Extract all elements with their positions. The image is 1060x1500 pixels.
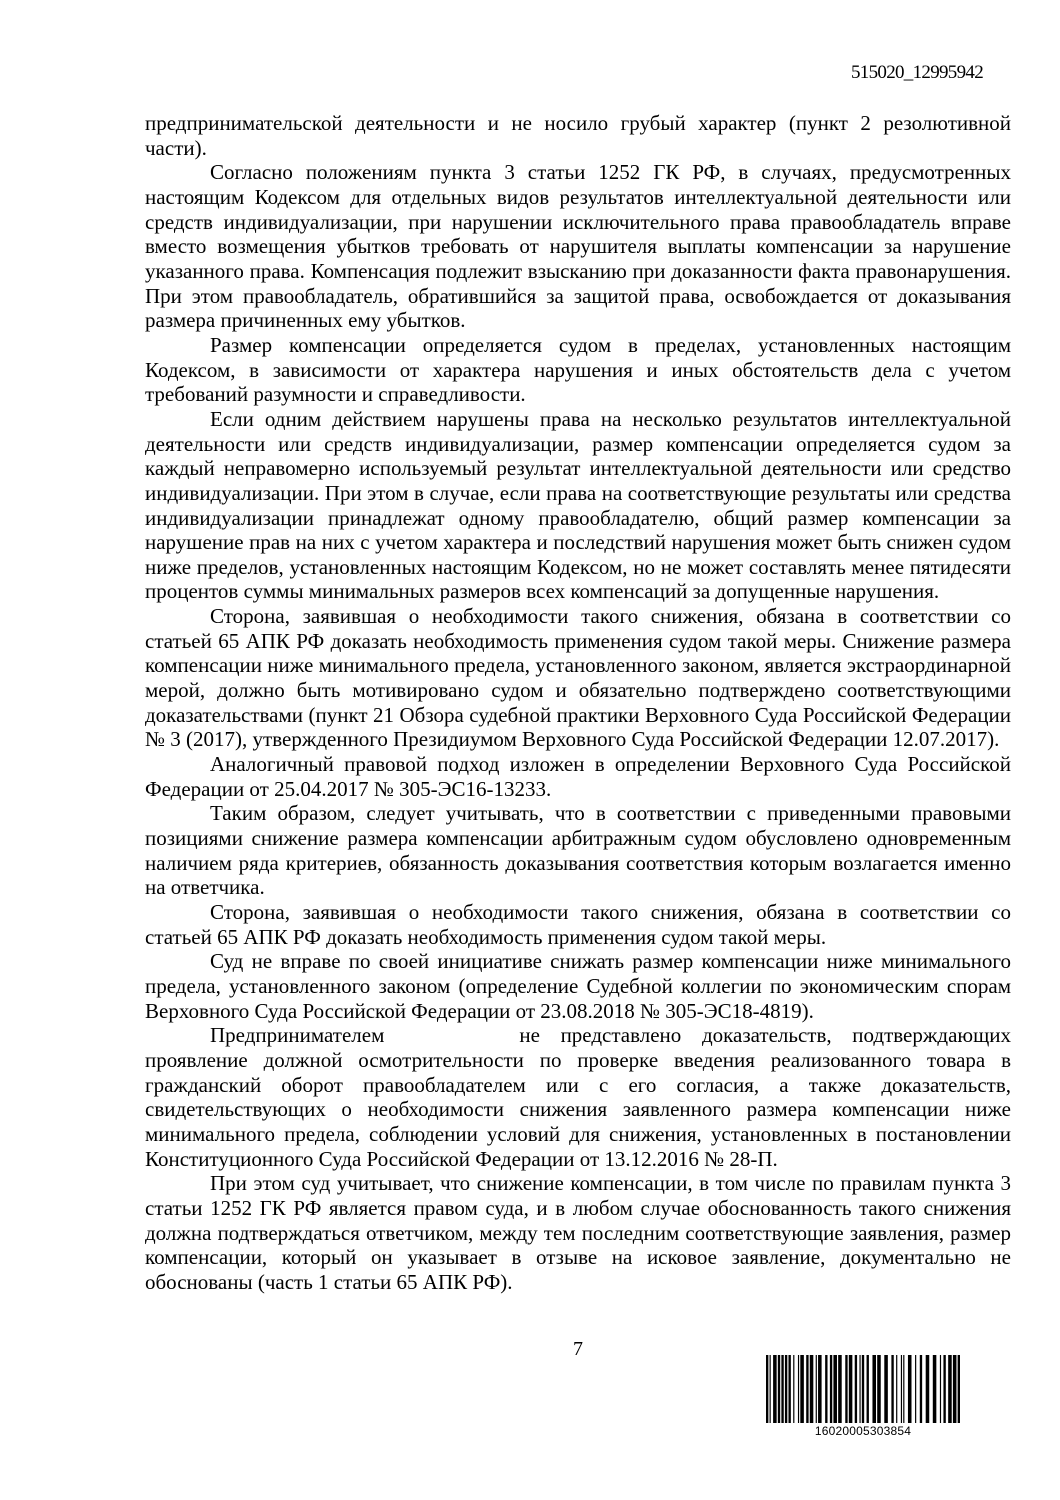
body-paragraph-8: Сторона, заявившая о необходимости такого снижения, обязана в соответствии со статьей 65 АПК РФ доказать необходимость применения судом такой меры. xyxy=(145,900,1011,949)
document-body xyxy=(145,111,1011,1295)
redaction-gap xyxy=(384,1041,519,1042)
body-paragraph-6: Аналогичный правовой подход изложен в определении Верховного Суда Российской Федерации от 25.04.2017 № 305-ЭС16-13233. xyxy=(145,752,1011,801)
barcode xyxy=(766,1355,960,1438)
body-paragraph-2: Согласно положениям пункта 3 статьи 1252 ГК РФ, в случаях, предусмотренных настоящим Кодексом для отдельных видов результатов интеллектуальной деятельности или средств индивидуализации, при нарушении исключительного права правообладатель вправе вместо возмещения убытков требовать от нарушителя выплаты компенсации за нарушение указанного права. Компенсация подлежит взысканию при доказанности факта правонарушения. При этом правообладатель, обратившийся за защитой права, освобождается от доказывания размера причиненных ему убытков. xyxy=(145,160,1011,333)
body-paragraph-5: Сторона, заявившая о необходимости такого снижения, обязана в соответствии со статьей 65 АПК РФ доказать необходимость применения судом такой меры. Снижение размера компенсации ниже минимального предела, установленного законом, является экстраординарной мерой, должно быть мотивировано судом и обязательно подтверждено соответствующими доказательствами (пункт 21 Обзора судебной практики Верховного Суда Российской Федерации № 3 (2017), утвержденного Президиумом Верховного Суда Российской Федерации 12.07.2017). xyxy=(145,604,1011,752)
barcode-bars-icon xyxy=(766,1355,960,1423)
paragraph-10-subject: Предпринимателем xyxy=(210,1023,385,1048)
body-paragraph-3: Размер компенсации определяется судом в пределах, установленных настоящим Кодексом, в зависимости от характера нарушения и иных обстоятельств дела с учетом требований разумности и справедливости. xyxy=(145,332,1011,407)
body-paragraph-1: предпринимательской деятельности и не носило грубый характер (пункт 2 резолютивной части). xyxy=(145,111,1011,160)
body-paragraph-10 xyxy=(145,1023,1011,1171)
barcode-number: 16020005303854 xyxy=(814,1424,912,1438)
paragraph-10-rest: не представлено доказательств, подтверждающих проявление должной осмотрительности по проверке введения реализованного товара в гражданский оборот правообладателем или с его согласия, а также доказательств, свидетельствующих о необходимости снижения заявленного размера компенсации ниже минимального предела, соблюдении условий для снижения, установленных в постановлении Конституционного Суда Российской Федерации от 13.12.2016 № 28-П. xyxy=(145,1023,1011,1171)
body-paragraph-4: Если одним действием нарушены права на несколько результатов интеллектуальной деятельности или средств индивидуализации, размер компенсации определяется судом за каждый неправомерно используемый результат интеллектуальной деятельности или средство индивидуализации. При этом в случае, если права на соответствующие результаты или средства индивидуализации принадлежат одному правообладателю, общий размер компенсации за нарушение прав на них с учетом характера и последствий нарушения может быть снижен судом ниже пределов, установленных настоящим Кодексом, но не может составлять менее пятидесяти процентов суммы минимальных размеров всех компенсаций за допущенные нарушения. xyxy=(145,406,1011,604)
document-id: 515020_12995942 xyxy=(851,62,984,83)
body-paragraph-7: Таким образом, следует учитывать, что в соответствии с приведенными правовыми позициями снижение размера компенсации арбитражным судом обусловлено одновременным наличием ряда критериев, обязанность доказывания соответствия которым возлагается именно на ответчика. xyxy=(145,801,1011,900)
body-paragraph-11: При этом суд учитывает, что снижение компенсации, в том числе по правилам пункта 3 статьи 1252 ГК РФ является правом суда, и в любом случае обоснованность такого снижения должна подтверждаться ответчиком, между тем последним соответствующие заявления, размер компенсации, который он указывает в отзыве на исковое заявление, документально не обоснованы (часть 1 статьи 65 АПК РФ). xyxy=(145,1171,1011,1294)
page-number: 7 xyxy=(573,1338,583,1360)
body-paragraph-9: Суд не вправе по своей инициативе снижать размер компенсации ниже минимального предела, установленного законом (определение Судебной коллегии по экономическим спорам Верховного Суда Российской Федерации от 23.08.2018 № 305-ЭС18-4819). xyxy=(145,949,1011,1023)
